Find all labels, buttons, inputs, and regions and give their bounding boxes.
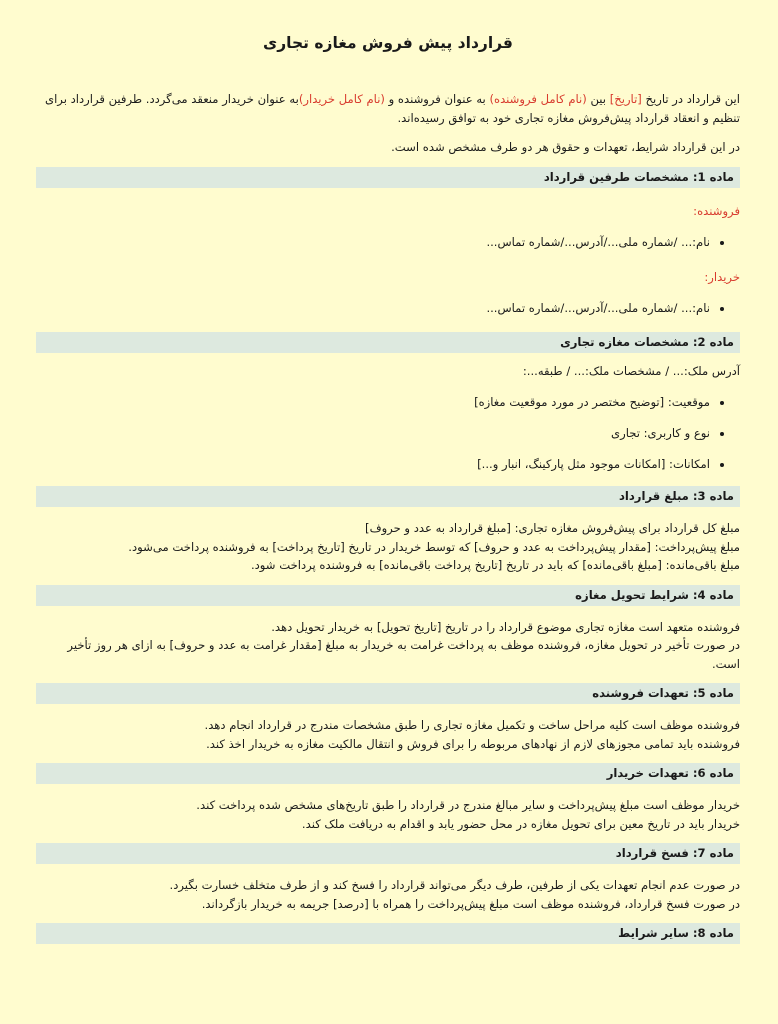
- section-3-heading: ماده 3: مبلغ قرارداد: [36, 486, 740, 507]
- section-8-heading: ماده 8: سایر شرایط: [36, 923, 740, 944]
- seller-obligation-2: فروشنده باید تمامی مجوزهای لازم از نهادهای مربوطه را برای فروش و انتقال مالکیت مغازه به خریدار اخذ کند.: [206, 736, 740, 751]
- buyer-obligation-2: خریدار باید در تاریخ معین برای تحویل مغازه در محل حضور یابد و اقدام به دریافت ملک کند.: [301, 816, 740, 831]
- intro-buyer-placeholder: (نام کامل خریدار): [298, 92, 385, 106]
- delay-penalty-line: در صورت تأخیر در تحویل مغازه، فروشنده موظف به پرداخت غرامت به خریدار به مبلغ [مقدار غرامت به عدد و حروف] به ازای هر روز تأخیر است.: [67, 638, 740, 671]
- section-5-heading: ماده 5: تعهدات فروشنده: [36, 683, 740, 704]
- seller-details-item: • نام:... /شماره ملی.../آدرس.../شماره تماس...: [36, 233, 710, 252]
- shop-features-list: [36, 393, 740, 474]
- termination-line-2: در صورت فسخ قرارداد، فروشنده موظف است مبلغ پیش‌پرداخت را همراه با [درصد] جریمه به خریدار بازگرداند.: [201, 896, 740, 911]
- intro-text-2: بین: [586, 92, 610, 106]
- section-2-heading: ماده 2: مشخصات مغازه تجاری: [36, 332, 740, 353]
- intro-paragraph: [36, 90, 740, 128]
- buyer-label: خریدار:: [704, 270, 740, 284]
- shop-address-line: آدرس ملک:... / مشخصات ملک:... / طبقه...:: [522, 364, 740, 378]
- section-5-body: [36, 716, 740, 753]
- intro-text-3: به عنوان فروشنده و: [384, 92, 490, 106]
- shop-usage-item: • نوع و کاربری: تجاری: [36, 424, 710, 443]
- section-7-body: [36, 876, 740, 913]
- prepayment-line: مبلغ پیش‌پرداخت: [مقدار پیش‌پرداخت به عدد و حروف] که توسط خریدار در تاریخ [تاریخ پرداخت] به فروشنده پرداخت می‌شود.: [128, 539, 740, 554]
- buyer-obligation-1: خریدار موظف است مبلغ پیش‌پرداخت و سایر مبالغ مندرج در قرارداد را طبق تاریخ‌های مشخص شده پرداخت کند.: [196, 798, 740, 812]
- seller-list: [36, 233, 740, 252]
- intro-text-1: این قرارداد در تاریخ: [641, 92, 740, 106]
- seller-label: فروشنده:: [693, 204, 740, 218]
- shop-facilities-item: • امکانات: [امکانات موجود مثل پارکینگ، انبار و...]: [36, 455, 710, 474]
- section-1-heading: ماده 1: مشخصات طرفین قرارداد: [36, 167, 740, 188]
- seller-obligation-1: فروشنده موظف است کلیه مراحل ساخت و تکمیل مغازه تجاری را طبق مشخصات مندرج در قرارداد انجام دهد.: [204, 718, 740, 732]
- intro-summary: در این قرارداد شرایط، تعهدات و حقوق هر دو طرف مشخص شده است.: [391, 140, 740, 154]
- intro-seller-placeholder: (نام کامل فروشنده): [489, 92, 587, 106]
- section-6-body: [36, 796, 740, 833]
- document-title: قرارداد پیش فروش مغازه تجاری: [263, 34, 513, 52]
- remaining-amount-line: مبلغ باقی‌مانده: [مبلغ باقی‌مانده] که باید در تاریخ [تاریخ پرداخت باقی‌مانده] به فروشنده پرداخت شود.: [250, 558, 740, 572]
- buyer-details-item: • نام:... /شماره ملی.../آدرس.../شماره تماس...: [36, 299, 710, 318]
- intro-text-4: به عنوان خریدار منعقد می‌گردد. طرفین قرارداد برای تنظیم و انعقاد قرارداد پیش‌فروش مغازه تجاری خود به توافق رسیده‌اند.: [45, 92, 740, 125]
- section-4-body: [36, 618, 740, 674]
- section-4-heading: ماده 4: شرایط تحویل مغازه: [36, 585, 740, 606]
- section-7-heading: ماده 7: فسخ قرارداد: [36, 843, 740, 864]
- termination-line-1: در صورت عدم انجام تعهدات یکی از طرفین، طرف دیگر می‌تواند قرارداد را فسخ کند و از طرف متخلف خسارت بگیرد.: [169, 878, 740, 892]
- shop-location-item: • موقعیت: [توضیح مختصر در مورد موقعیت مغازه]: [36, 393, 710, 412]
- section-3-body: [36, 519, 740, 575]
- intro-date-placeholder: [تاریخ]: [609, 92, 642, 106]
- delivery-line: فروشنده متعهد است مغازه تجاری موضوع قرارداد را در تاریخ [تاریخ تحویل] به خریدار تحویل دهد.: [271, 619, 740, 634]
- section-6-heading: ماده 6: تعهدات خریدار: [36, 763, 740, 784]
- buyer-list: [36, 299, 740, 318]
- total-amount-line: مبلغ کل قرارداد برای پیش‌فروش مغازه تجاری: [مبلغ قرارداد به عدد و حروف]: [365, 521, 740, 535]
